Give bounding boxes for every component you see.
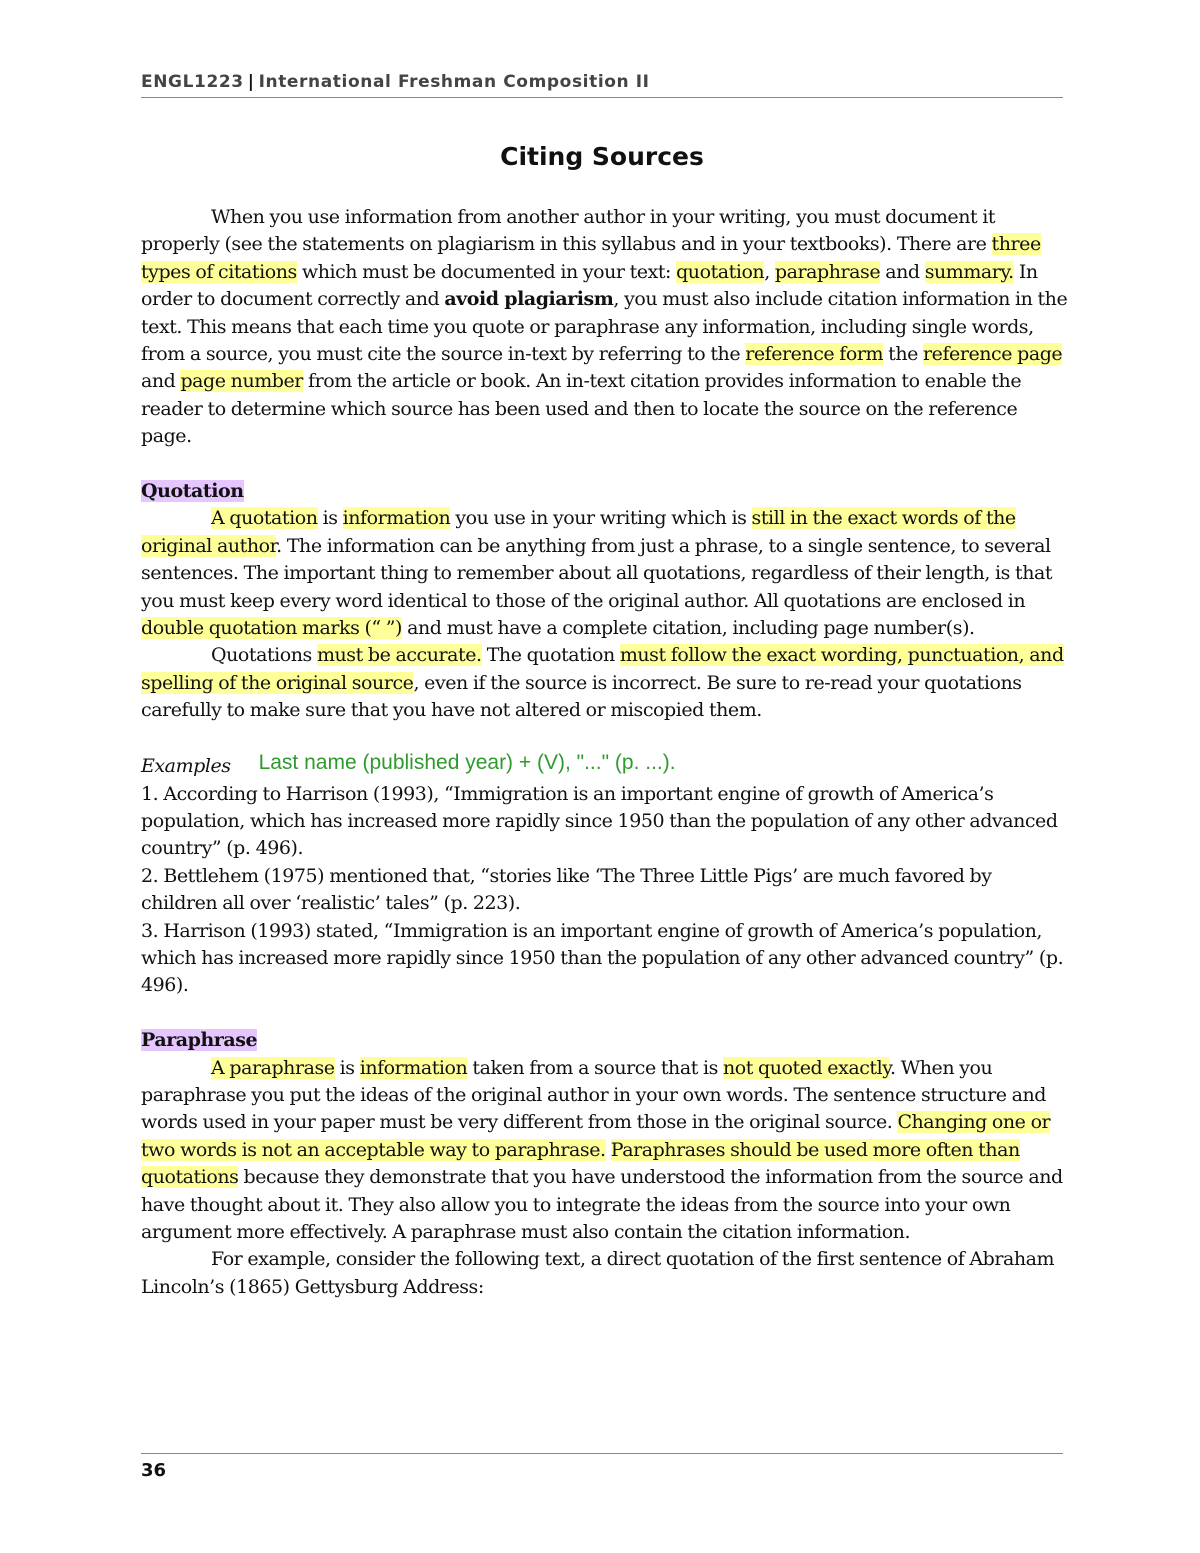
header-separator: | (247, 72, 255, 92)
example-item: 1. According to Harrison (1993), “Immigration is an important engine of growth of America’s population, which has increased more rapidly since 1950 than the population of any other advanced country” (p. 496). (141, 782, 1058, 860)
highlight: must follow the exact wording, punctuation, and spelling of the original source (141, 644, 1064, 694)
highlight: paraphrase (774, 260, 881, 283)
text-run: When you use information from another author in your writing, you must document it properly (see the statements on plagiarism in this syllabus and in your textbooks). There are (141, 206, 996, 256)
highlight: A paraphrase (211, 1056, 335, 1079)
spacer (141, 1000, 1071, 1027)
highlight: Paraphrases should be used more often than quotations (141, 1138, 1020, 1189)
heading-text: Paraphrase (141, 1029, 258, 1052)
highlight: A quotation (211, 507, 318, 530)
text-run: taken from a source that is (467, 1056, 723, 1079)
examples-label: Examples (141, 755, 231, 778)
highlight: still in the exact words of the original author (141, 507, 1016, 557)
text-run: from the article or book. An in-text citation provides information to enable the reader to determine which source has been used and then to locate the source on the reference page. (141, 370, 1022, 448)
text-run: you use in your writing which is (450, 507, 752, 530)
header-rule (141, 97, 1063, 98)
bold-text: avoid plagiarism (444, 288, 614, 311)
quotation-paragraph-2 (141, 642, 1071, 724)
document-body (141, 204, 1071, 1301)
footer-rule (141, 1453, 1063, 1454)
page-number: 36 (141, 1460, 167, 1481)
text-run: Quotations (211, 644, 317, 667)
text-run: , you must also include citation information in the text. This means that each time you quote or paraphrase any information, including single words, from a source, you must cite the source in-text by referring to the (141, 288, 1068, 366)
page-title: Citing Sources (500, 142, 704, 171)
text-run: is (317, 507, 343, 530)
highlight: not quoted exactly (722, 1056, 891, 1079)
text-run: and must have a complete citation, including page number(s). (402, 617, 975, 640)
heading-text: Quotation (141, 480, 244, 503)
text-run: and (141, 370, 181, 393)
text-run: because they demonstrate that you have understood the information from the source and have thought about it. They also allow you to integrate the ideas from the source into your own argument more effectively. A paraphrase must also contain the citation information. (141, 1166, 1063, 1243)
quotation-paragraph-1 (141, 505, 1071, 642)
paraphrase-paragraph-1 (141, 1055, 1071, 1247)
text-run: , even if the source is incorrect. Be sure to re-read your quotations carefully to make sure that you have not altered or miscopied them. (141, 671, 1022, 722)
text-run: The quotation (481, 644, 620, 667)
highlight: reference form (745, 343, 884, 366)
spacer (141, 725, 1071, 752)
citation-formula-annotation: Last name (published year) + (V), "..." (p. ...). (258, 751, 676, 775)
example-item: 2. Bettlehem (1975) mentioned that, “stories like ‘The Three Little Pigs’ are much favored by children all over ‘realistic’ tales” (p. 223). (141, 864, 992, 915)
text-run: . The information can be anything from just a phrase, to a single sentence, to several sentences. The important thing to remember about all quotations, regardless of their length, is that you must keep every word identical to those of the original author. All quotations are enclosed in (141, 534, 1053, 612)
highlight: information (359, 1056, 468, 1079)
text-run: In order to document correctly and (141, 260, 1038, 311)
highlight: double quotation marks (“ ”) (141, 617, 403, 640)
text-run: the (883, 343, 924, 366)
course-code: ENGL1223 (141, 72, 244, 92)
section-heading-quotation (141, 478, 1071, 505)
example-item: 3. Harrison (1993) stated, “Immigration is an important engine of growth of America’s population, which has increased more rapidly since 1950 than the population of any other advanced country” (p. 496). (141, 919, 1064, 997)
text-run: and (880, 260, 925, 283)
highlight: quotation (676, 260, 765, 283)
highlight: information (342, 507, 451, 530)
highlight: must be accurate. (316, 644, 482, 667)
text-run: which must be documented in your text: (296, 260, 677, 283)
highlight: reference page (923, 343, 1063, 366)
highlight: page number (180, 370, 303, 393)
examples-header (141, 752, 1071, 780)
spacer (141, 451, 1071, 478)
text-run: is (334, 1056, 360, 1079)
highlight: summary. (924, 260, 1014, 283)
paraphrase-paragraph-2: For example, consider the following text, a direct quotation of the first sentence of Abraham Lincoln’s (1865) Gettysburg Address: (141, 1248, 1055, 1298)
text-run (606, 1139, 611, 1161)
highlight: Changing one or two words is not an acceptable way to paraphrase. (141, 1111, 1051, 1161)
section-heading-paraphrase (141, 1027, 1071, 1054)
text-run: , (764, 260, 775, 283)
text-run: . When you paraphrase you put the ideas of the original author in your own words. The sentence structure and words used in your paper must be very different from those in the original source. (141, 1056, 1046, 1134)
intro-paragraph (141, 204, 1071, 451)
running-header (141, 72, 1063, 92)
course-name: International Freshman Composition II (258, 72, 650, 92)
highlight: three types of citations (141, 233, 1041, 283)
